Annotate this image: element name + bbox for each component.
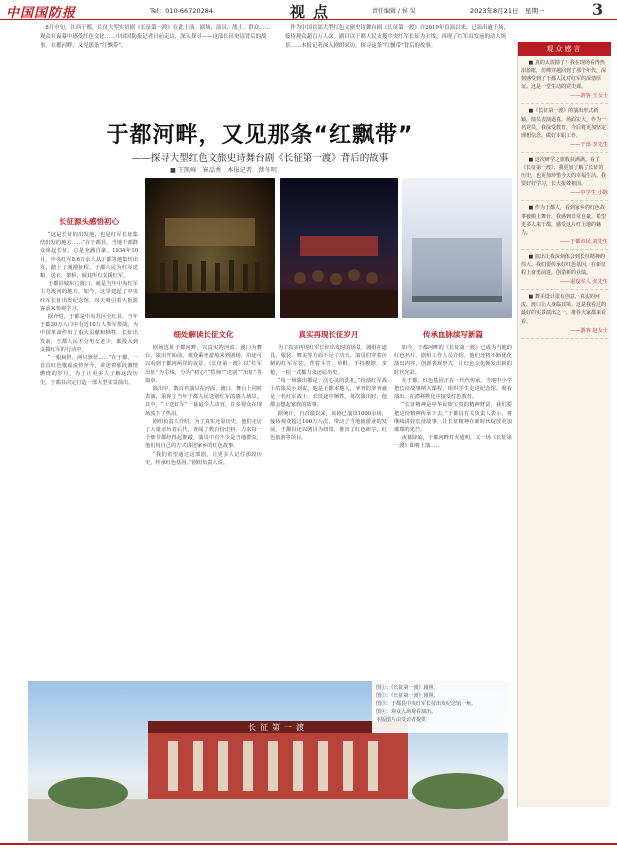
building-sign: 长征第一渡 xyxy=(248,723,308,732)
section-heading: 长征源头感悟初心 xyxy=(59,217,119,226)
board-item: ■ 作为于都人，看到家乡的红色故事被搬上舞台，我感到非常自豪。希望更多人来于都，感受这片红土地的魅力。 ——于都市民 刘先生 xyxy=(518,201,611,249)
caption-line: 图①：《长征第一渡》剧照。 xyxy=(376,685,439,691)
masthead xyxy=(0,0,617,20)
section-heading: 真实再现长征岁月 xyxy=(298,330,359,339)
caption-line: 图④：观众入场观看演出。 xyxy=(376,709,437,715)
caption-box xyxy=(372,681,512,733)
board-item: ■ 演出让我深刻体会到长征精神的伟大。我们要传承好红色基因，在新征程上奋勇前进，创造新的业绩。 ——退役军人 张先生 xyxy=(518,250,611,290)
page-number: 3 xyxy=(592,0,604,19)
article-column-2: 细处解读长征文化 剧场选址于都河畔，以真实的河流、渡口为舞台。演出开始前，观众乘坐游船来到剧场，沿途可以看到于都河两岸的夜景。《长征第一渡》以“红军出征”为主线，分为“初心”“誓师”“送别”“出征”等篇章。 演出中，数百名演员在河面、渡口、舞台上同时表演，重现了当年于都人民送别红军的感人场景。其中，“十送红军”一幕最令人动容，许多观众在现场流下了热泪。 剧组负责人介绍，为了真实还原历史，他们走访了大量亲历者后代，查阅了数百份史料，力求每一个细节都经得起推敲。演员中有不少是当地群众，他们用自己的方式讲述家乡的红色故事。 “我们希望通过这部剧，让更多人记住那段历史，传承红色基因。”剧组负责人说。 xyxy=(145,325,262,675)
byline: ■ 王凯峰 崔品秀 本报记者 蔡冬明 xyxy=(170,167,277,174)
article-column-1: 长征源头感悟初心 “这是长征的出发地，也是红军长征集结出发的地方……”在于都县，当地干部群众谈起长征，总是充满自豪。1934年10月，中央红军8.6万余人从于都等地集结出发，踏上了漫漫征程。于都人民为红军送粮、送衣、架桥，倾其所有支援红军。 于都县城东门渡口，就是当年中央红军主力渡河的地方。如今，这里建起了中央红军长征出发纪念馆，每天吸引着大批游客前来参观学习。 据介绍，于都是中央苏区全红县，当年于都30万人口中有近10万人参军参战，为中国革命作出了重大贡献和牺牲。长征出发前，于都人民不分男女老少，都投入到支援红军的行动中。 “一根扁担，两只箩筐……”在于都，一首首红色歌谣流传至今，讲述着那段激情燃烧的岁月。为了让更多人了解这段历史，于都县决定打造一部大型实景演出。 xyxy=(40,212,138,672)
newspaper-logo: 中国国防报 xyxy=(6,6,77,21)
board-item: ■ 这次研学之旅收获满满。看了《长征第一渡》，我更加了解了长征的历史，也更加珍惜今天的幸福生活。我要好好学习，长大报效祖国。 ——中学生 小陈 xyxy=(518,153,611,201)
section-title: 视点 xyxy=(290,3,337,21)
photo-3 xyxy=(402,178,512,318)
board-title: 观众感言 xyxy=(518,42,611,56)
footer-rule xyxy=(0,843,617,845)
photo-1 xyxy=(145,178,275,318)
caption-line: 本版图片由受访者提供 xyxy=(376,717,427,723)
headline: 于都河畔，又见那条“红飘带” xyxy=(106,123,414,148)
issue-date: 2023年8月21日 星期一 xyxy=(470,7,545,15)
dek-left: 8月中旬，江西于都，长征大型实景剧《长征第一渡》在此上演。剧场、演员、战士、群众……观众在夜幕中感受红色文化……中国国防报记者日前走访，深入探寻——这部长征史诗背后的故事，在都河畔，又见那条“红飘带”。 xyxy=(40,25,270,49)
telephone: Tel：010-66720284 xyxy=(150,7,214,15)
reader-board xyxy=(517,42,611,807)
board-item: ■ 真的太震撼了！我在现场看得热泪盈眶，仿佛穿越回到了那个年代，深刻感受到了于都人民对红军的深情厚谊。这是一堂生动的党史课。 ——游客 王女士 xyxy=(518,56,611,104)
article-column-4: 传承血脉续写新篇 如今，于都河畔的《长征第一渡》已成为当地的红色名片。剧组工作人员介绍，他们还将不断优化演出内容，创新表现形式，让红色文化焕发出新的时代光彩。 在于都，红色基因正在一代代传承。当地中小学把长征故事纳入课程，组织学生走进纪念馆、观看演出，在潜移默化中接受红色教育。 “长征精神是中华民族宝贵的精神财富，我们要把这份精神传承下去。”于都县有关负责人表示，将继续讲好长征故事，让长征精神在新时代绽放更加璀璨的光芒。 夜幕降临，于都河畔灯火通明。又一场《长征第一渡》即将上演…… xyxy=(394,325,512,675)
editors: 责任编辑 / 侯 炅 xyxy=(372,8,416,15)
subheadline: ——探寻大型红色文旅史诗舞台剧《长征第一渡》背后的故事 xyxy=(131,153,389,164)
article-column-3: 真实再现长征岁月 为了真实再现红军长征出发时的场景，剧组在道具、服装、舞美等方面下足了功夫。演员们穿着仿制的红军军装，背着斗笠、草鞋，手持梭镖、步枪，一招一式都力求还原历史。 “每一场演出都是一次心灵的洗礼。”扮演红军战士的演员小刘说。他是于都本地人，爷爷的爷爷就是一名红军战士，长征途中牺牲。每次演出时，他都会想起家族的故事。 据统计，自首演以来，该剧已演出1000余场，接待观众超过100万人次，带动了当地旅游业的发展。于都县还以剧目为纽带，推出了红色研学、红色旅游等项目。 xyxy=(270,325,387,675)
board-item: ■《长征第一渡》的演出形式新颖，演员表演逼真，场面宏大。作为一名党员，我深受教育，今后将更加坚定理想信念，做好本职工作。 ——干部 李先生 xyxy=(518,104,611,152)
photo-2 xyxy=(280,178,398,318)
board-item: ■ 舞美设计很有创意，真实的河流、渡口让人身临其境。这是我看过的最好的实景演出之一，推荐大家都来看看。 ——游客 赵女士 xyxy=(518,290,611,338)
dek-right: 作为中国首部大型红色文旅史诗舞台剧《长征第一渡》自2019年首演以来，已演出逾千场，接待观众超百万人次。剧目以于都人民支援中央红军长征为主线，再现了红军出发前的动人场景……本报记者深入剧组采访，探寻这条“红飘带”背后的故事。 xyxy=(285,25,509,49)
section-heading: 传承血脉续写新篇 xyxy=(423,330,483,339)
caption-line: 图②：《长征第一渡》剧照。 xyxy=(376,693,439,699)
section-heading: 细处解读长征文化 xyxy=(173,330,234,339)
caption-line: 图③：于都县中央红军长征出发纪念馆一角。 xyxy=(376,701,477,707)
